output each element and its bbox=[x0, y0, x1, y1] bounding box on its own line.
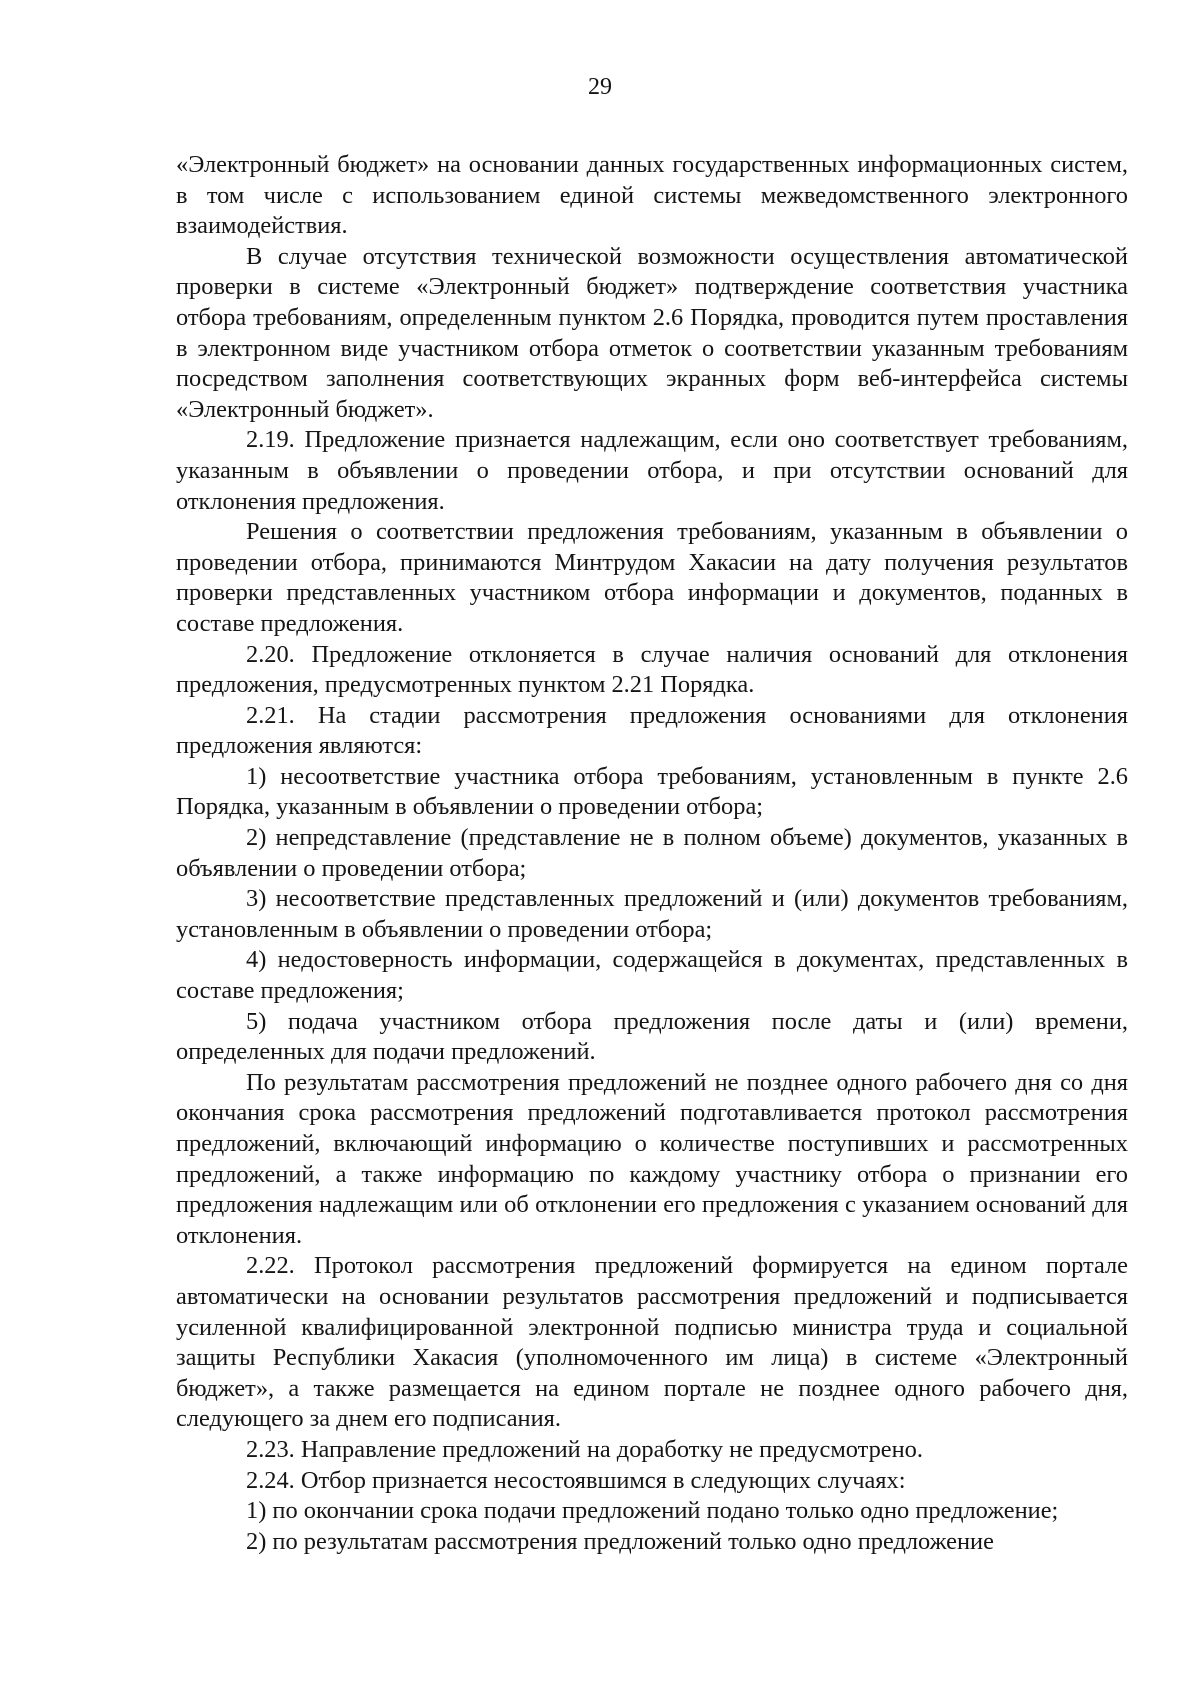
list-item-4: 4) недостоверность информации, содержащейся в документах, представленных в составе предложения; bbox=[176, 946, 1128, 1005]
paragraph-continuation: «Электронный бюджет» на основании данных государственных информационных систем, в том числе с использованием единой системы межведомственного электронного взаимодействия. bbox=[176, 151, 1128, 240]
paragraph-2-19: 2.19. Предложение признается надлежащим, если оно соответствует требованиям, указанным в объявлении о проведении отбора, и при отсутствии оснований для отклонения предложения. bbox=[176, 426, 1128, 515]
document-body bbox=[176, 150, 1128, 1557]
paragraph-2-23: 2.23. Направление предложений на доработку не предусмотрено. bbox=[246, 1435, 923, 1463]
list-item-1: 1) несоответствие участника отбора требованиям, установленным в пункте 2.6 Порядка, указанным в объявлении о проведении отбора; bbox=[176, 762, 1128, 821]
paragraph-2-21: 2.21. На стадии рассмотрения предложения основаниями для отклонения предложения являются: bbox=[176, 701, 1128, 760]
paragraph-protocol-preparation: По результатам рассмотрения предложений не позднее одного рабочего дня со дня окончания срока рассмотрения предложений подготавливается протокол рассмотрения предложений, включающий информацию о количестве поступивших и рассмотренных предложений, а также информацию по каждому участнику отбора о признании его предложения надлежащим или об отклонении его предложения с указанием оснований для отклонения. bbox=[176, 1068, 1128, 1249]
paragraph-2-22: 2.22. Протокол рассмотрения предложений формируется на едином портале автоматически на основании результатов рассмотрения предложений и подписывается усиленной квалифицированной электронной подписью министра труда и социальной защиты Республики Хакасия (уполномоченного им лица) в системе «Электронный бюджет», а также размещается на едином портале не позднее одного рабочего дня, следующего за днем его подписания. bbox=[176, 1252, 1128, 1433]
page-number: 29 bbox=[588, 74, 612, 100]
list-item-2-24-1: 1) по окончании срока подачи предложений подано только одно предложение; bbox=[246, 1497, 1059, 1525]
list-item-3: 3) несоответствие представленных предложений и (или) документов требованиям, установленным в объявлении о проведении отбора; bbox=[176, 885, 1128, 943]
list-item-5: 5) подача участником отбора предложения после даты и (или) времени, определенных для подачи предложений. bbox=[176, 1007, 1128, 1066]
paragraph-2-20: 2.20. Предложение отклоняется в случае наличия оснований для отклонения предложения, предусмотренных пунктом 2.21 Порядка. bbox=[176, 640, 1128, 699]
paragraph-decisions: Решения о соответствии предложения требованиям, указанным в объявлении о проведении отбора, принимаются Минтрудом Хакасии на дату получения результатов проверки представленных участником отбора информации и документов, поданных в составе предложения. bbox=[176, 518, 1128, 637]
paragraph-no-auto-check: В случае отсутствия технической возможности осуществления автоматической проверки в системе «Электронный бюджет» подтверждение соответствия участника отбора требованиям, определенным пунктом 2.6 Порядка, проводится путем проставления в электронном виде участником отбора отметок о соответствии указанным требованиям посредством заполнения соответствующих экранных форм веб-интерфейса системы «Электронный бюджет». bbox=[176, 242, 1128, 423]
list-item-2: 2) непредставление (представление не в полном объеме) документов, указанных в объявлении о проведении отбора; bbox=[176, 824, 1128, 882]
paragraph-2-24: 2.24. Отбор признается несостоявшимся в следующих случаях: bbox=[246, 1466, 906, 1494]
list-item-2-24-2: 2) по результатам рассмотрения предложений только одно предложение bbox=[246, 1527, 994, 1555]
